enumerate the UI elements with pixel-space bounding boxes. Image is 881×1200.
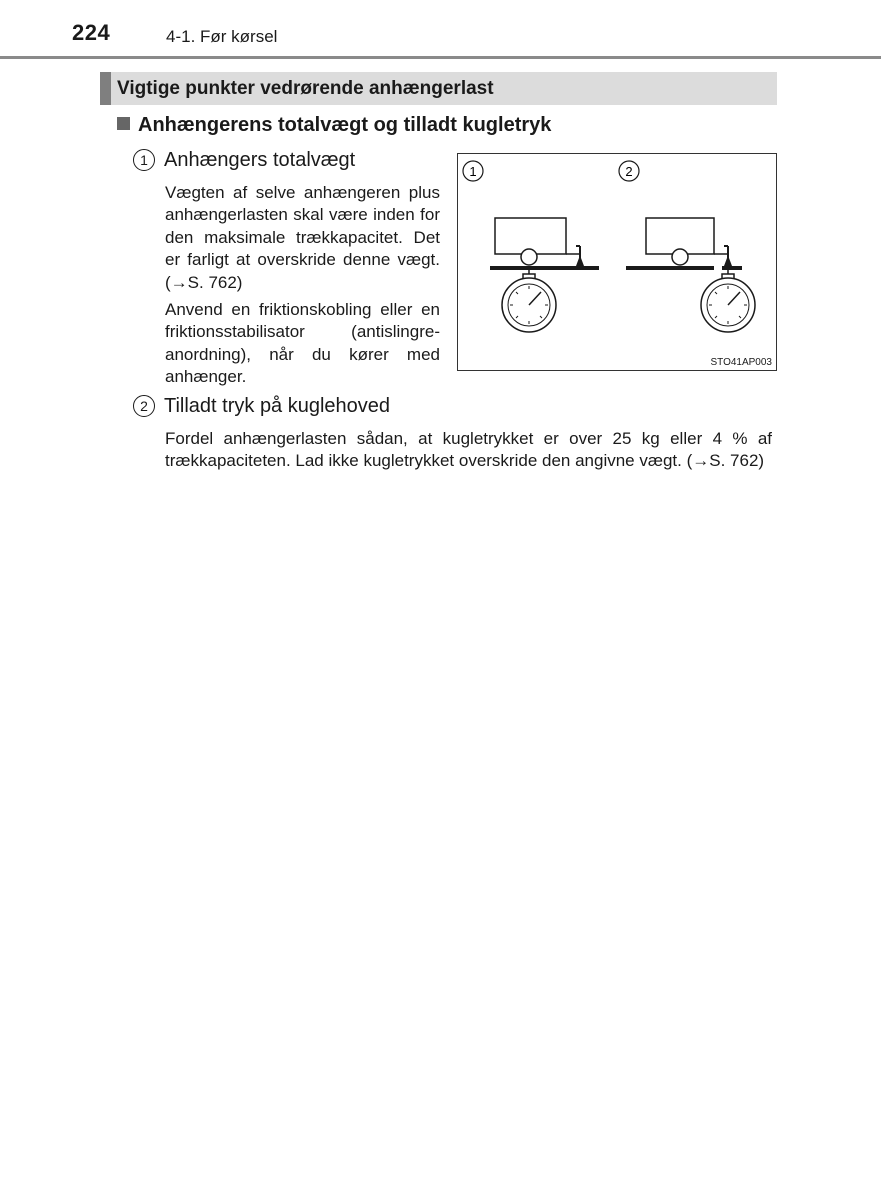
svg-text:1: 1 (469, 164, 477, 179)
page-number: 224 (72, 20, 111, 45)
trailer-weight-figure (457, 153, 777, 371)
trailer-scenario-2 (626, 218, 755, 332)
figure-label-2 (619, 161, 639, 181)
trailer-scenario-1 (490, 218, 599, 332)
item-1-heading (133, 149, 355, 172)
chapter-title: 4-1. Før kørsel (166, 27, 278, 46)
page-header (0, 0, 881, 60)
subsection-heading (117, 114, 551, 137)
square-bullet-icon (117, 117, 130, 130)
figure-label-1 (463, 161, 483, 181)
item-1-title: Anhængers totalvægt (164, 149, 356, 171)
circled-number-2: 2 (133, 395, 155, 417)
subsection-title: Anhængerens totalvægt og tilladt kugletryk (138, 114, 552, 136)
svg-text:2: 2 (625, 164, 633, 179)
section-heading-bar (100, 72, 777, 105)
item-2-paragraph-1: Fordel anhængerlasten sådan, at kugletrykket er over 25 kg eller 4 % af trækkapaciteten. Lad ikke kugletrykket overskride den angivne vægt. (→S. 762) (165, 429, 772, 471)
figure-code: STO41AP003 (710, 357, 772, 368)
item-2-title: Tilladt tryk på kuglehoved (164, 395, 391, 417)
item-2-heading (133, 395, 390, 418)
header-divider (0, 56, 881, 59)
trailer-weight-illustration (458, 154, 778, 372)
section-title: Vigtige punkter vedrørende anhængerlast (117, 78, 494, 99)
circled-number-1: 1 (133, 149, 155, 171)
item-1-paragraph-1: Vægten af selve anhængeren plus anhængerlasten skal være inden for den maksimale trækkapacitet. Det er farligt at overskride denne vægt. (→S. 762) (165, 183, 440, 292)
item-1-paragraph-2: Anvend en friktionskobling eller en friktionsstabilisator (antislingre-anordning), når du kører med anhænger. (165, 300, 440, 387)
